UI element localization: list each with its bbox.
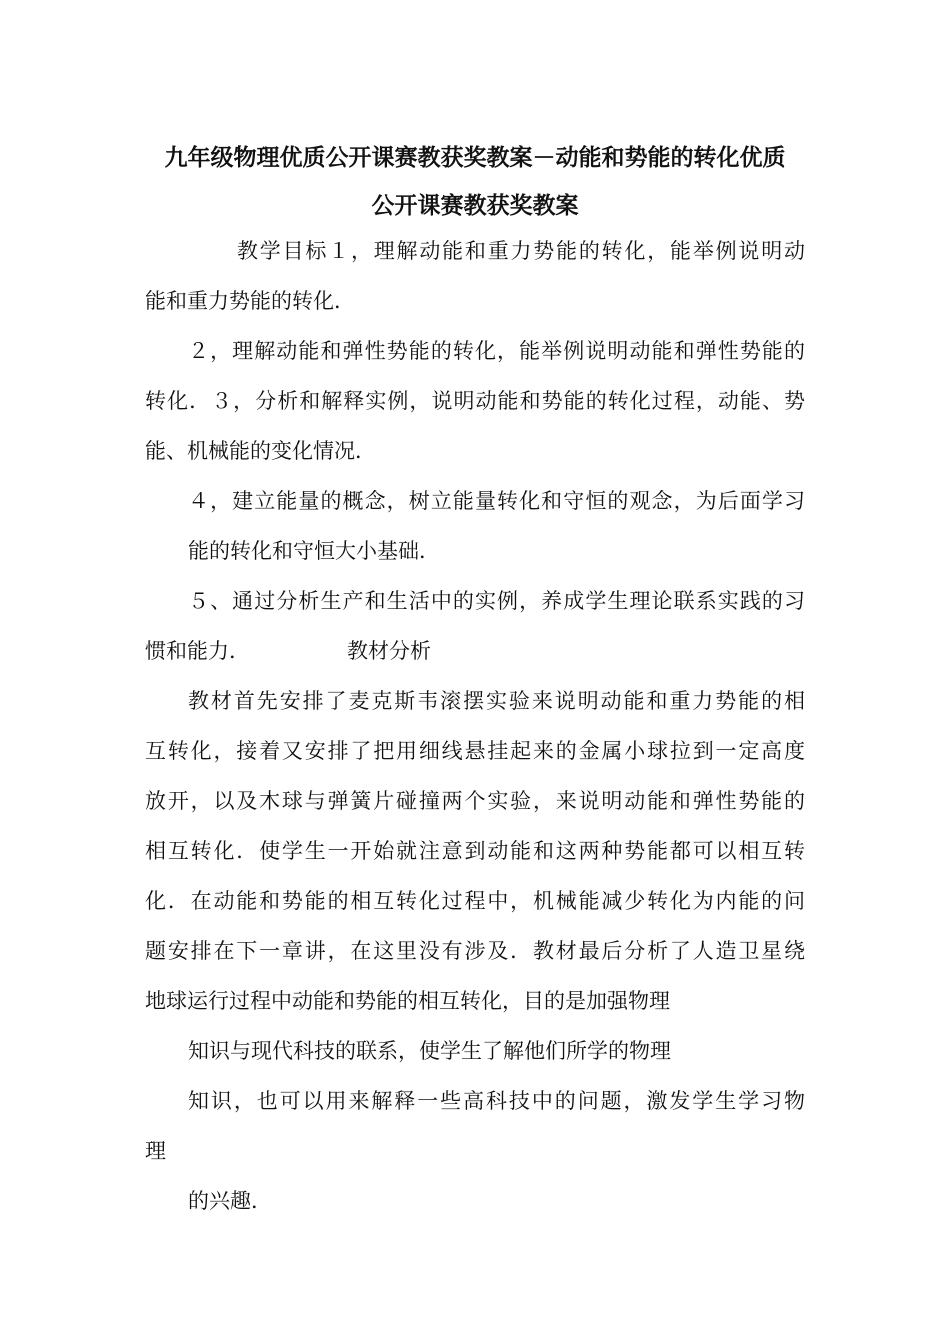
section-heading: 教材分析 [347, 639, 431, 663]
body-line: 知识与现代科技的联系，使学生了解他们所学的物理 [188, 1039, 671, 1063]
body-line: 相互转化．使学生一开始就注意到动能和这两种势能都可以相互转 [145, 839, 805, 863]
body-line: 惯和能力． [145, 639, 250, 663]
body-line: ５、通过分析生产和生活中的实例，养成学生理论联系实践的习 [188, 589, 805, 613]
body-line: 知识，也可以用来解释一些高科技中的问题，激发学生学习物 [188, 1089, 805, 1113]
body-line: 题安排在下一章讲，在这里没有涉及．教材最后分析了人造卫星绕 [145, 939, 805, 963]
title-line-1: 九年级物理优质公开课赛教获奖教案－动能和势能的转化优质 [164, 145, 786, 171]
body-line: 的兴趣． [188, 1189, 272, 1213]
body-line: ２，理解动能和弹性势能的转化，能举例说明动能和弹性势能的 [188, 339, 805, 363]
body-line: 互转化，接着又安排了把用细线悬挂起来的金属小球拉到一定高度 [145, 739, 805, 763]
body-line: 化．在动能和势能的相互转化过程中，机械能减少转化为内能的问 [145, 889, 805, 913]
title-line-2: 公开课赛教获奖教案 [371, 193, 579, 219]
body-line: 教材首先安排了麦克斯韦滚摆实验来说明动能和重力势能的相 [188, 689, 805, 713]
body-line: 能、机械能的变化情况． [145, 439, 376, 463]
body-line: ４，建立能量的概念，树立能量转化和守恒的观念，为后面学习 [188, 489, 805, 513]
body-line: 能和重力势能的转化． [145, 289, 355, 313]
body-line: 放开，以及木球与弹簧片碰撞两个实验，来说明动能和弹性势能的 [145, 789, 805, 813]
body-line: 地球运行过程中动能和势能的相互转化，目的是加强物理 [145, 989, 670, 1013]
body-line: 教学目标１，理解动能和重力势能的转化，能举例说明动 [237, 239, 805, 263]
body-line: 能的转化和守恒大小基础． [188, 539, 440, 563]
body-line: 转化．３，分析和解释实例，说明动能和势能的转化过程，动能、势 [145, 389, 805, 413]
body-line: 理 [145, 1139, 166, 1163]
